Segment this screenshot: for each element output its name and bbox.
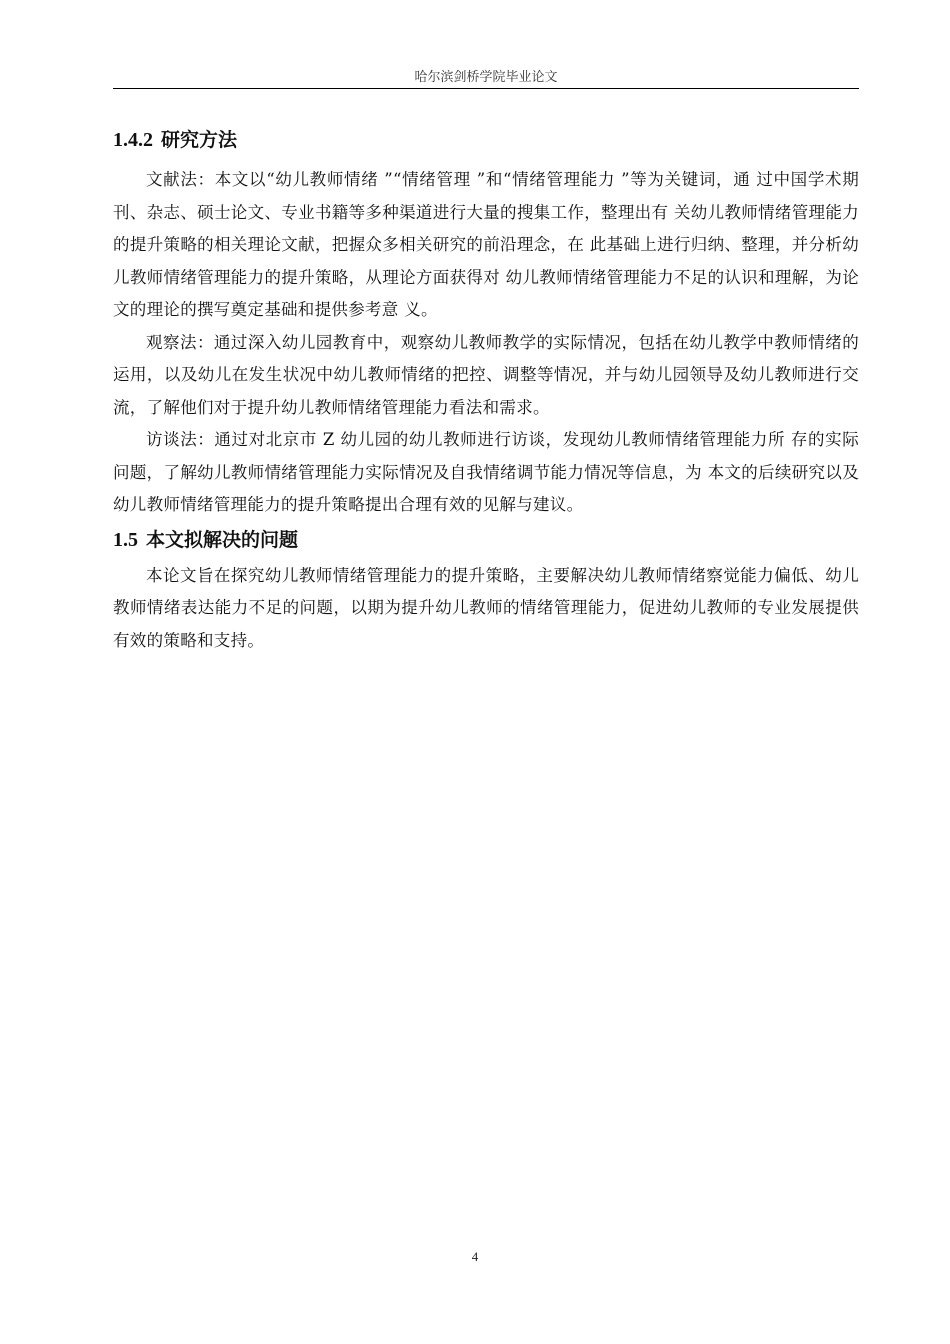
page-body (113, 120, 859, 657)
section-number: 1.5 (113, 528, 138, 551)
header-rule (113, 88, 859, 89)
page-number: 4 (471, 1249, 479, 1264)
paragraph-observation-method: 观察法：通过深入幼儿园教育中，观察幼儿教师教学的实际情况，包括在幼儿教学中教师情绪的运用，以及幼儿在发生状况中幼儿教师情绪的把控、调整等情况，并与幼儿园领导及幼儿教师进行交流，了解他们对于提升幼儿教师情绪管理能力看法和需求。 (113, 332, 859, 417)
paragraph-interview-method: 访谈法：通过对北京市 Z 幼儿园的幼儿教师进行访谈，发现幼儿教师情绪管理能力所 存的实际问题，了解幼儿教师情绪管理能力实际情况及自我情绪调节能力情况等信息，为 本文的后续研究以及幼儿教师情绪管理能力的提升策略提出合理有效的见解与建议。 (113, 430, 859, 514)
paragraph-problem-statement: 本论文旨在探究幼儿教师情绪管理能力的提升策略，主要解决幼儿教师情绪察觉能力偏低、幼儿教师情绪表达能力不足的问题，以期为提升幼儿教师的情绪管理能力，促进幼儿教师的专业发展提供有效的策略和支持。 (113, 565, 859, 650)
paragraph-literature-method: 文献法：本文以“幼儿教师情绪 ”“情绪管理 ”和“情绪管理能力 ”等为关键词，通 过中国学术期刊、杂志、硕士论文、专业书籍等多种渠道进行大量的搜集工作，整理出有 关幼儿教师情绪管理能力的提升策略的相关理论文献，把握众多相关研究的前沿理念，在 此基础上进行归纳、整理，并分析幼儿教师情绪管理能力的提升策略，从理论方面获得对 幼儿教师情绪管理能力不足的认识和理解，为论文的理论的撰写奠定基础和提供参考意 义。 (113, 170, 859, 319)
section-number: 1.4.2 (113, 129, 153, 151)
section-heading-1-4-2 (113, 126, 859, 154)
section-heading-1-5 (113, 526, 859, 554)
section-title: 研究方法 (161, 129, 238, 151)
section-title: 本文拟解决的问题 (146, 528, 299, 551)
running-header: 哈尔滨剑桥学院毕业论文 (414, 70, 558, 85)
